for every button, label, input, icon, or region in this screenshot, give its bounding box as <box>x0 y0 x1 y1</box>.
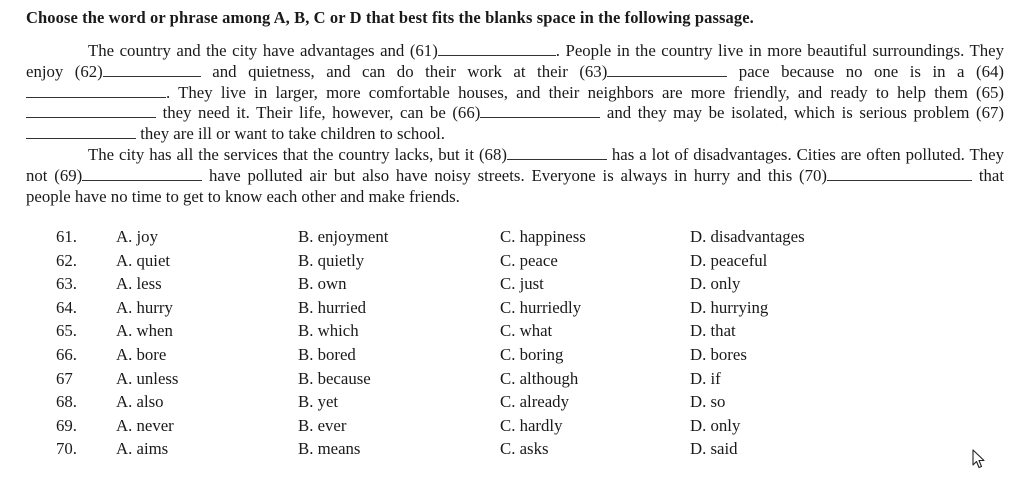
option-d[interactable]: D. bores <box>690 344 747 364</box>
question-number: 70. <box>56 439 77 459</box>
blank-64 <box>26 83 166 98</box>
option-b[interactable]: B. which <box>298 321 359 341</box>
option-a[interactable]: A. bore <box>116 344 167 364</box>
option-b[interactable]: B. hurried <box>298 297 367 317</box>
option-c[interactable]: C. asks <box>500 439 549 459</box>
blank-66 <box>480 103 600 118</box>
blank-67 <box>26 124 136 139</box>
question-row <box>26 345 926 369</box>
option-d[interactable]: D. if <box>690 368 721 388</box>
passage-text: they are ill or want to take children to school. <box>136 124 445 144</box>
option-d[interactable]: D. peaceful <box>690 250 768 270</box>
blank-62 <box>103 62 201 77</box>
passage-text: The city has all the services that the country lacks, but it (68) <box>88 144 507 164</box>
question-row <box>26 369 926 393</box>
option-d[interactable]: D. so <box>690 392 726 412</box>
option-a[interactable]: A. joy <box>116 227 158 246</box>
option-c[interactable]: C. happiness <box>500 227 586 246</box>
option-c[interactable]: C. peace <box>500 250 558 270</box>
question-number: 68. <box>56 392 77 412</box>
blank-68 <box>507 145 607 160</box>
question-row <box>26 321 926 345</box>
option-c[interactable]: C. although <box>500 368 579 388</box>
passage-text: and they may be isolated, which is serious problem (67) <box>600 103 1005 123</box>
blank-61 <box>438 41 556 56</box>
question-row <box>26 298 926 322</box>
passage-text: and quietness, and can do their work at their (63) <box>200 61 608 81</box>
question-row <box>26 439 926 463</box>
passage-text: pace because no one is in a (64) <box>727 61 1004 81</box>
reading-passage <box>26 41 1004 207</box>
question-row <box>26 416 926 440</box>
option-a[interactable]: A. unless <box>116 368 179 388</box>
option-c[interactable]: C. hardly <box>500 415 563 435</box>
option-d[interactable]: D. said <box>690 439 738 459</box>
passage-text: . They live in larger, more comfortable houses, and their neighbors are more friendly, and ready to help them (65) <box>166 82 1004 102</box>
option-c[interactable]: C. boring <box>500 344 564 364</box>
mouse-pointer-icon <box>972 449 986 469</box>
paragraph-1 <box>26 41 1004 145</box>
option-b[interactable]: B. because <box>298 368 371 388</box>
option-c[interactable]: C. what <box>500 321 553 341</box>
option-d[interactable]: D. only <box>690 274 741 294</box>
question-number: 65. <box>56 321 77 341</box>
option-a[interactable]: A. hurry <box>116 297 173 317</box>
question-number: 69. <box>56 415 77 435</box>
question-number: 63. <box>56 274 77 294</box>
option-a[interactable]: A. when <box>116 321 173 341</box>
option-c[interactable]: C. just <box>500 274 544 294</box>
question-number: 66. <box>56 344 77 364</box>
question-row <box>26 274 926 298</box>
option-b[interactable]: B. yet <box>298 392 339 412</box>
option-a[interactable]: A. less <box>116 274 162 294</box>
answer-options <box>26 227 926 463</box>
question-number: 62. <box>56 250 77 270</box>
option-b[interactable]: B. enjoyment <box>298 227 389 246</box>
option-d[interactable]: D. disadvantages <box>690 227 805 246</box>
blank-65 <box>26 103 156 118</box>
option-d[interactable]: D. hurrying <box>690 297 769 317</box>
option-b[interactable]: B. means <box>298 439 361 459</box>
option-b[interactable]: B. quietly <box>298 250 365 270</box>
passage-text: The country and the city have advantages and (61) <box>88 41 438 60</box>
paragraph-2 <box>26 145 1004 207</box>
option-a[interactable]: A. aims <box>116 439 169 459</box>
passage-text: . People in the country live in more beautiful surroundings. They enjoy (62) <box>26 41 1004 81</box>
question-row <box>26 392 926 416</box>
passage-text: they need it. Their life, however, can be (66) <box>156 103 481 123</box>
option-d[interactable]: D. only <box>690 415 741 435</box>
question-row <box>26 251 926 275</box>
question-row <box>26 227 926 251</box>
question-number: 61. <box>56 227 77 246</box>
passage-text: that people have no time to get to know each other and make friends. <box>26 165 1005 206</box>
blank-70 <box>827 166 972 181</box>
instruction-heading: Choose the word or phrase among A, B, C or D that best fits the blanks space in the following passage. <box>26 8 754 27</box>
passage-text: have polluted air but also have noisy streets. Everyone is always in hurry and this (70) <box>202 165 828 185</box>
option-b[interactable]: B. bored <box>298 344 356 364</box>
question-number: 64. <box>56 297 77 317</box>
option-c[interactable]: C. already <box>500 392 569 412</box>
option-b[interactable]: B. own <box>298 274 347 294</box>
option-a[interactable]: A. also <box>116 392 164 412</box>
question-number: 67 <box>56 368 73 388</box>
option-a[interactable]: A. never <box>116 415 174 435</box>
option-b[interactable]: B. ever <box>298 415 347 435</box>
blank-69 <box>82 166 202 181</box>
option-a[interactable]: A. quiet <box>116 250 171 270</box>
option-d[interactable]: D. that <box>690 321 736 341</box>
passage-text: has a lot of disadvantages. Cities are often polluted. They not (69) <box>26 144 1004 185</box>
blank-63 <box>607 62 727 77</box>
option-c[interactable]: C. hurriedly <box>500 297 582 317</box>
